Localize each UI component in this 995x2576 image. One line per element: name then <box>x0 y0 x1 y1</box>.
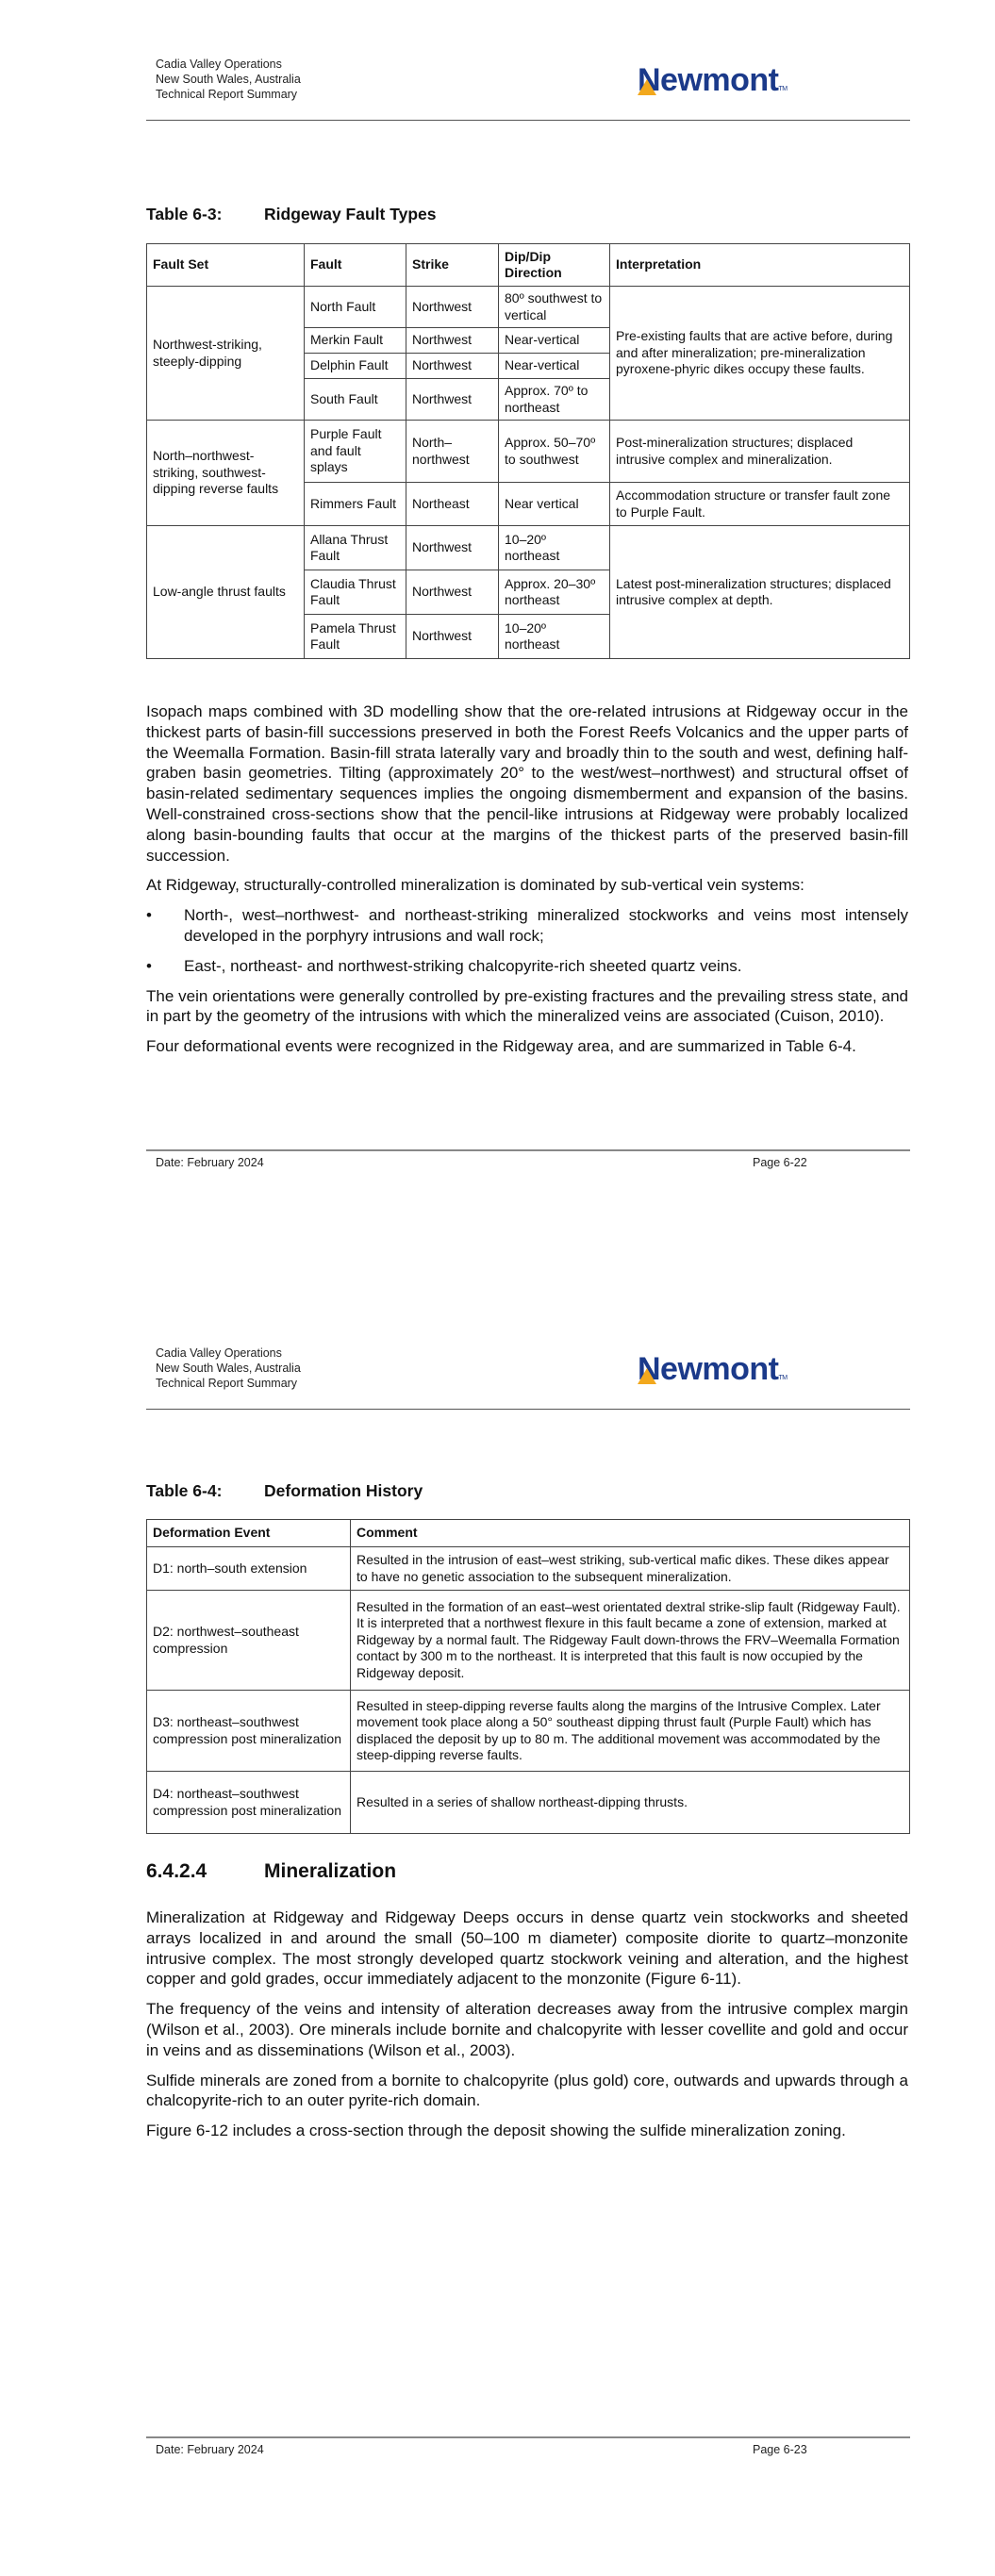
table-cell: Approx. 70º to northeast <box>499 379 610 421</box>
paragraph: Four deformational events were recognized in the Ridgeway area, and are summarized in Table 6-4. <box>146 1037 856 1056</box>
page-6-22 <box>0 0 995 1287</box>
newmont-logo: NewmontTM <box>638 62 788 98</box>
table-cell: Low-angle thrust faults <box>147 526 305 659</box>
paragraph: Figure 6-12 includes a cross-section through the deposit showing the sulfide mineralization zoning. <box>146 2122 846 2140</box>
column-header: Fault Set <box>147 244 305 287</box>
list-item: • North-, west–northwest- and northeast-striking mineralized stockworks and veins most intensely developed in the porphyry intrusions and wall rock; <box>146 906 908 945</box>
logo-triangle-icon <box>638 1368 656 1384</box>
footer-page-number: Page 6-22 <box>753 1156 807 1169</box>
list-item: • East-, northeast- and northwest-striking chalcopyrite-rich sheeted quartz veins. <box>146 956 742 975</box>
table-row <box>147 1691 910 1772</box>
table-row <box>147 421 910 483</box>
table-title: Table 6-4: Deformation History <box>146 1481 423 1500</box>
table-cell: Near-vertical <box>499 328 610 354</box>
table-cell: Approx. 50–70º to southwest <box>499 421 610 483</box>
header-doc-type: Technical Report Summary <box>156 88 298 101</box>
table-cell: Northwest <box>406 354 499 379</box>
footer-page-number: Page 6-23 <box>753 2443 807 2456</box>
table-cell: Merkin Fault <box>305 328 406 354</box>
page-6-23 <box>0 1289 995 2576</box>
paragraph: At Ridgeway, structurally-controlled mineralization is dominated by sub-vertical vein systems: <box>146 876 804 895</box>
table-cell: Latest post-mineralization structures; displaced intrusive complex at depth. <box>610 526 910 659</box>
table-row <box>147 287 910 328</box>
table-header-row <box>147 1520 910 1547</box>
paragraph: The vein orientations were generally controlled by pre-existing fractures and the prevailing stress state, and in part by the geometry of the intrusions with which the mineralized veins are associated (Cuison, 2010). <box>146 986 908 1026</box>
header-divider <box>146 120 910 121</box>
bullet-icon: • <box>146 906 152 925</box>
header-company: Cadia Valley Operations <box>156 1346 282 1360</box>
table-cell: Northeast <box>406 483 499 526</box>
header-divider <box>146 1409 910 1410</box>
table-cell: Delphin Fault <box>305 354 406 379</box>
paragraph: The frequency of the veins and intensity of alteration decreases away from the intrusive complex margin (Wilson et al., 2003). Ore minerals include bornite and chalcopyrite with lesser covellite and gold and occur in veins and as disseminations (Wilson et al., 2003). <box>146 2000 908 2059</box>
table-cell: Northwest <box>406 570 499 615</box>
table-cell: Near-vertical <box>499 354 610 379</box>
table-row <box>147 1591 910 1691</box>
table-cell: Northwest <box>406 328 499 354</box>
table-row <box>147 526 910 570</box>
table-cell: D4: northeast–southwest compression post mineralization <box>147 1772 351 1834</box>
column-header: Comment <box>351 1520 910 1547</box>
table-cell: D3: northeast–southwest compression post mineralization <box>147 1691 351 1772</box>
table-cell: Resulted in the formation of an east–west orientated dextral strike-slip fault (Ridgeway Fault). It is interpreted that a northwest flexure in this fault became a zone of extension, marked at Ridgeway by a normal fault. The Ridgeway Fault down-throws the FRV–Weemalla Formation contact by 300 m to the northeast. It is interpreted that this fault is now occupied by the Ridgeway deposit. <box>351 1591 910 1691</box>
table-cell: 10–20º northeast <box>499 526 610 570</box>
table-cell: Accommodation structure or transfer fault zone to Purple Fault. <box>610 483 910 526</box>
table-cell: Purple Fault and fault splays <box>305 421 406 483</box>
column-header: Strike <box>406 244 499 287</box>
newmont-logo: NewmontTM <box>638 1351 788 1387</box>
column-header: Dip/Dip Direction <box>499 244 610 287</box>
header-location: New South Wales, Australia <box>156 73 301 86</box>
table-cell: Approx. 20–30º northeast <box>499 570 610 615</box>
table-cell: Resulted in the intrusion of east–west striking, sub-vertical mafic dikes. These dikes appear to have no genetic association to the subsequent mineralization. <box>351 1547 910 1591</box>
table-cell: Resulted in steep-dipping reverse faults along the margins of the Intrusive Complex. Later movement took place along a 50° southeast dipping thrust fault (Purple Fault) which has displaced the deposit by up to 80 m. The additional movement was accommodated by the steep-dipping reverse faults. <box>351 1691 910 1772</box>
paragraph: Sulfide minerals are zoned from a bornite to chalcopyrite (plus gold) core, outwards and upwards through a chalcopyrite-rich to an outer pyrite-rich domain. <box>146 2071 908 2110</box>
column-header: Interpretation <box>610 244 910 287</box>
table-cell: D1: north–south extension <box>147 1547 351 1591</box>
footer-divider <box>146 2436 910 2438</box>
body-text <box>146 702 908 1066</box>
body-text <box>146 1907 908 2151</box>
table-cell: Near vertical <box>499 483 610 526</box>
table-header-row <box>147 244 910 287</box>
table-cell: Northwest <box>406 615 499 659</box>
table-cell: Northwest <box>406 379 499 421</box>
column-header: Fault <box>305 244 406 287</box>
bullet-list <box>146 905 908 976</box>
table-cell: Pamela Thrust Fault <box>305 615 406 659</box>
footer-date: Date: February 2024 <box>156 1156 264 1169</box>
table-cell: North–northwest <box>406 421 499 483</box>
table-row <box>147 1772 910 1834</box>
paragraph: Isopach maps combined with 3D modelling show that the ore-related intrusions at Ridgeway occur in the thickest parts of basin-fill successions preserved in both the Forest Reefs Volcanics and the upper parts of the Weemalla Formation. Basin-fill strata laterally vary and broadly thin to the south and west, defining half-graben basin geometries. Tilting (approximately 20° to the west/west–northwest) and structural offset of basin-related sedimentary sequences implies the ongoing dismemberment and expansion of the basins. Well-constrained cross-sections show that the pencil-like intrusions at Ridgeway were probably localized along basin-bounding faults that occur at the margins of the thickest parts of the preserved basin-fill succession. <box>146 702 908 865</box>
table-cell: Pre-existing faults that are active before, during and after mineralization; pre-mineralization pyroxene-phyric dikes occupy these faults. <box>610 287 910 421</box>
table-row <box>147 1547 910 1591</box>
deformation-history-table <box>146 1519 910 1834</box>
table-cell: Northwest <box>406 287 499 328</box>
table-cell: Post-mineralization structures; displaced intrusive complex and mineralization. <box>610 421 910 483</box>
table-cell: Claudia Thrust Fault <box>305 570 406 615</box>
table-cell: Northwest <box>406 526 499 570</box>
logo-triangle-icon <box>638 79 656 95</box>
fault-types-table <box>146 243 910 659</box>
table-cell: Northwest-striking, steeply-dipping <box>147 287 305 421</box>
column-header: Deformation Event <box>147 1520 351 1547</box>
page-header <box>156 1346 301 1391</box>
footer-divider <box>146 1149 910 1151</box>
table-title: Table 6-3: Ridgeway Fault Types <box>146 205 437 223</box>
paragraph: Mineralization at Ridgeway and Ridgeway Deeps occurs in dense quartz vein stockworks and sheeted arrays localized in and around the small (50–100 m diameter) composite diorite to quartz–monzonite intrusive complex. The most strongly developed quartz stockwork veining and alteration, and the highest copper and gold grades, occur immediately adjacent to the monzonite (Figure 6-11). <box>146 1908 908 1989</box>
table-cell: Rimmers Fault <box>305 483 406 526</box>
table-cell: North Fault <box>305 287 406 328</box>
table-cell: 80º southwest to vertical <box>499 287 610 328</box>
table-cell: Allana Thrust Fault <box>305 526 406 570</box>
table-cell: Resulted in a series of shallow northeast-dipping thrusts. <box>351 1772 910 1834</box>
header-doc-type: Technical Report Summary <box>156 1377 298 1390</box>
bullet-icon: • <box>146 956 152 975</box>
header-company: Cadia Valley Operations <box>156 58 282 71</box>
table-cell: 10–20º northeast <box>499 615 610 659</box>
section-heading: 6.4.2.4 Mineralization <box>146 1860 397 1882</box>
table-cell: North–northwest-striking, southwest-dipping reverse faults <box>147 421 305 526</box>
table-cell: D2: northwest–southeast compression <box>147 1591 351 1691</box>
footer-date: Date: February 2024 <box>156 2443 264 2456</box>
header-location: New South Wales, Australia <box>156 1362 301 1375</box>
page-header <box>156 57 301 102</box>
table-cell: South Fault <box>305 379 406 421</box>
